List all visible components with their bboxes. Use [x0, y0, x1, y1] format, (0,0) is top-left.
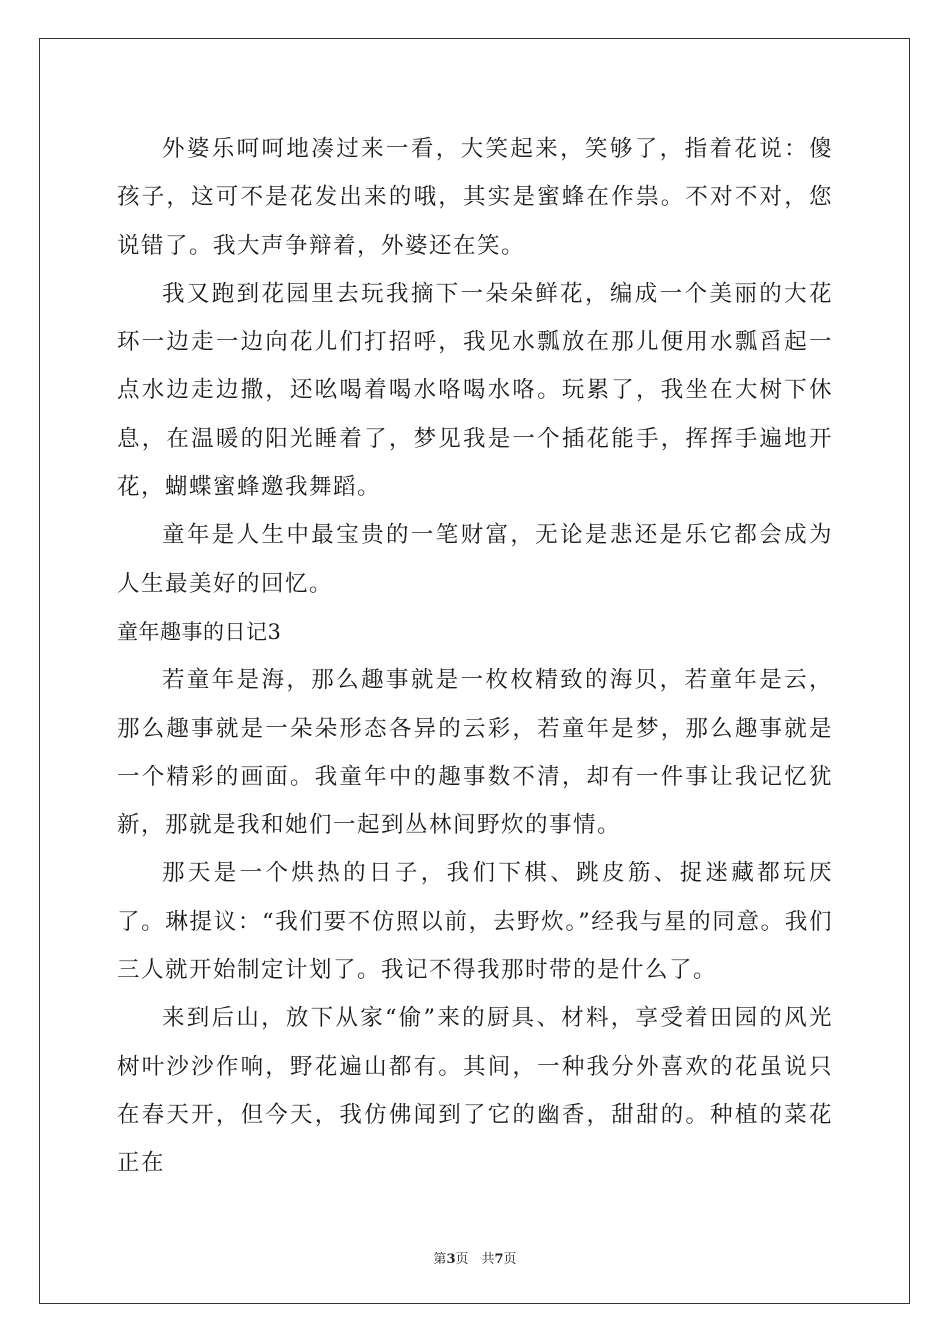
section-heading: 童年趣事的日记3 [117, 619, 282, 644]
paragraph: 那天是一个烘热的日子，我们下棋、跳皮筋、捉迷藏都玩厌了。琳提议：“我们要不仿照以前，去野炊。”经我与星的同意。我们三人就开始制定计划了。我记不得我那时带的是什么了。 [117, 860, 833, 984]
paragraph: 外婆乐呵呵地凑过来一看，大笑起来，笑够了，指着花说：傻孩子，这可不是花发出来的哦，其实是蜜蜂在作祟。不对不对，您说错了。我大声争辩着，外婆还在笑。 [117, 136, 833, 259]
paragraph: 来到后山，放下从家“偷”来的厨具、材料，享受着田园的风光树叶沙沙作响，野花遍山都有。其间，一种我分外喜欢的花虽说只在春天开，但今天，我仿佛闻到了它的幽香，甜甜的。种植的菜花正在 [117, 1005, 833, 1177]
paragraph: 我又跑到花园里去玩我摘下一朵朵鲜花，编成一个美丽的大花环一边走一边向花儿们打招呼，我见水瓢放在那儿便用水瓢舀起一点水边走边撒，还吆喝着喝水咯喝水咯。玩累了，我坐在大树下休息，在温暖的阳光睡着了，梦见我是一个插花能手，挥挥手遍地开花，蝴蝶蜜蜂邀我舞蹈。 [117, 280, 833, 501]
paragraph: 童年是人生中最宝贵的一笔财富，无论是悲还是乐它都会成为人生最美好的回忆。 [117, 522, 833, 597]
page-mid: 页 共 [455, 1252, 495, 1267]
paragraph: 若童年是海，那么趣事就是一枚枚精致的海贝，若童年是云，那么趣事就是一朵朵形态各异的云彩，若童年是梦，那么趣事就是一个精彩的画面。我童年中的趣事数不清，却有一件事让我记忆犹新，那就是我和她们一起到丛林间野炊的事情。 [117, 667, 833, 839]
page-suffix: 页 [503, 1252, 517, 1267]
page-prefix: 第 [433, 1252, 447, 1267]
page-footer [0, 1248, 950, 1267]
current-page-number: 3 [446, 1252, 456, 1267]
document-body [117, 125, 833, 1188]
total-page-number: 7 [494, 1252, 504, 1267]
